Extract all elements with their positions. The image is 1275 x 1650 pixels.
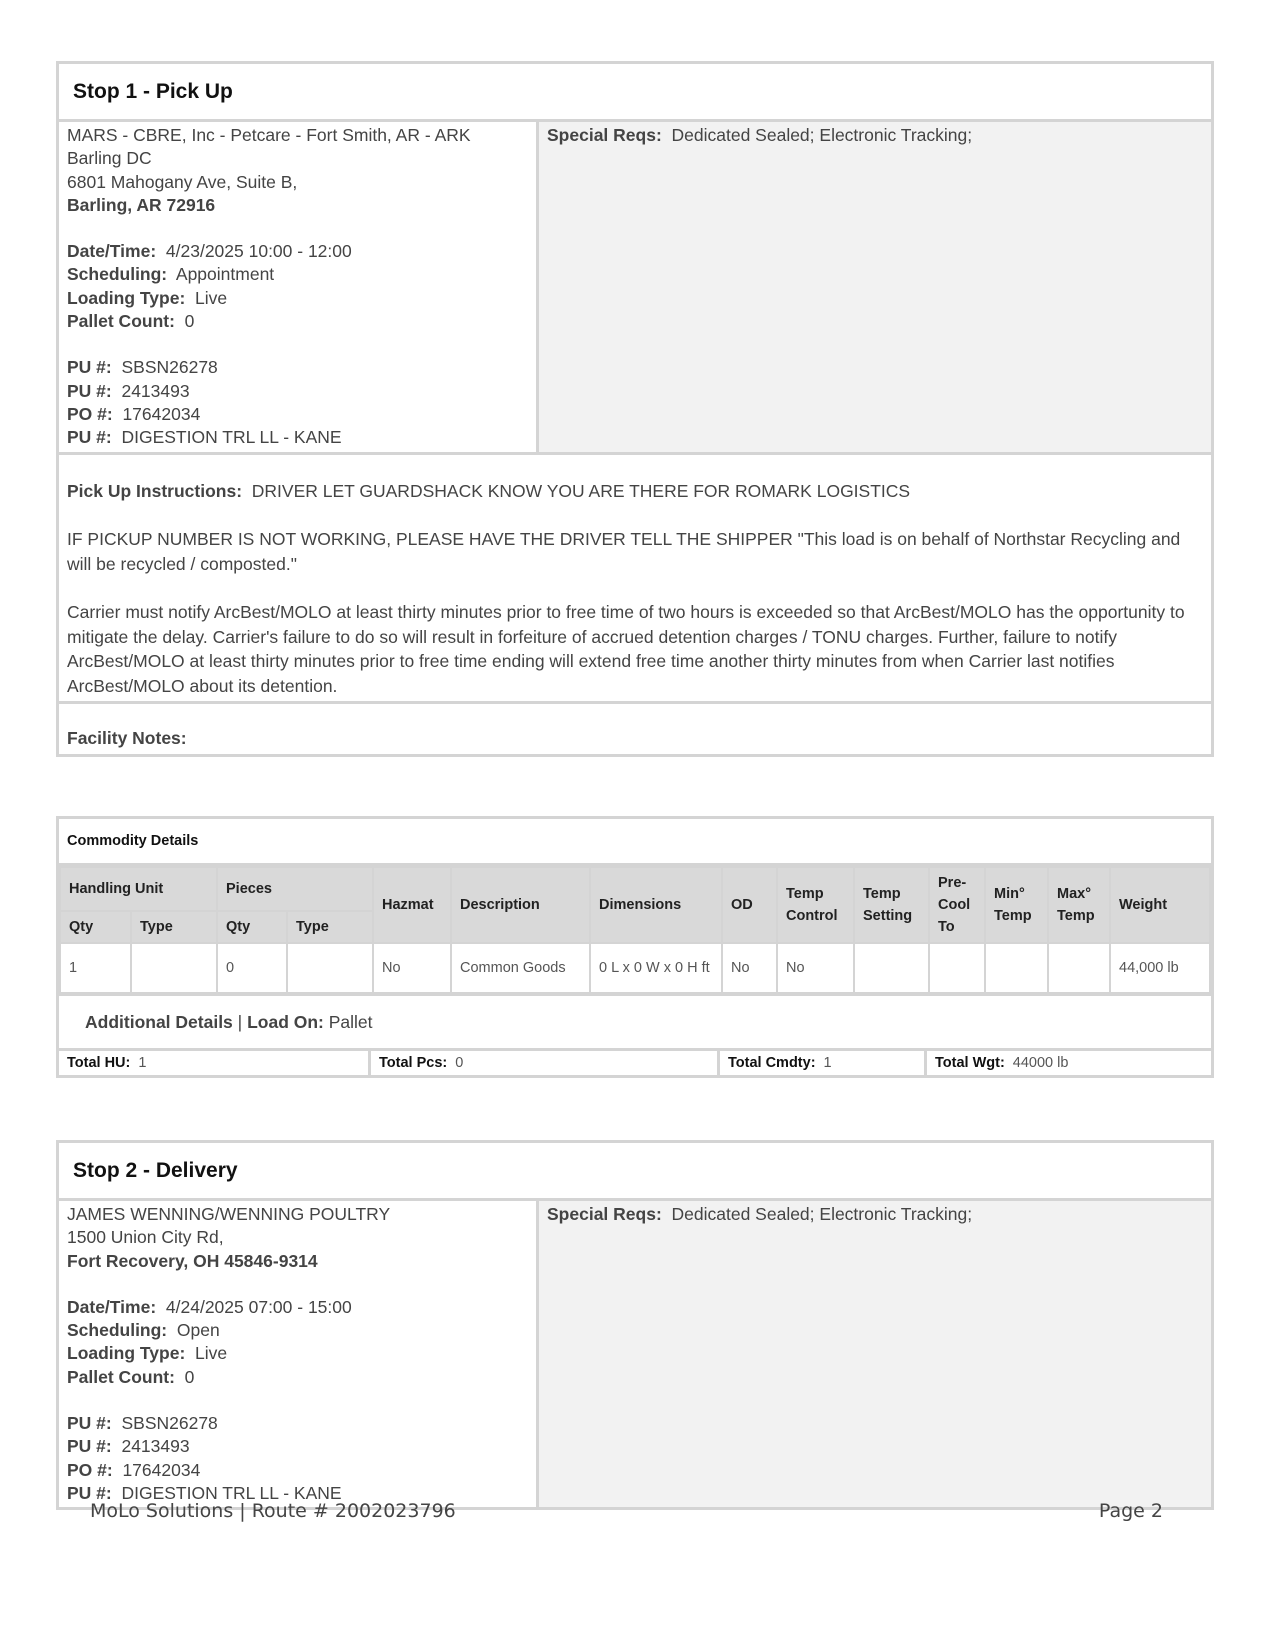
cell-hu-qty: 1 [60, 943, 131, 993]
header-handling-unit: Handling Unit [60, 867, 217, 911]
header-pre-cool: Pre-Cool To [929, 867, 985, 943]
stop2-ref: PU #: 2413493 [67, 1436, 190, 1457]
stop1-address-line: MARS - CBRE, Inc - Petcare - Fort Smith, AR - ARK [67, 125, 471, 145]
cell-temp-setting [854, 943, 929, 993]
commodity-title: Commodity Details [59, 819, 1211, 866]
header-temp-setting: Temp Setting [854, 867, 929, 943]
stop1-address-block [59, 122, 539, 452]
stop1-pallet-count: Pallet Count: 0 [67, 311, 195, 332]
header-hazmat: Hazmat [373, 867, 451, 943]
stop1-special-reqs: Special Reqs: Dedicated Sealed; Electronic Tracking; [539, 122, 1211, 452]
stop1-city-line: Barling, AR 72916 [67, 194, 216, 215]
footer-page-number: Page 2 [1098, 1500, 1163, 1522]
stop1-facility-notes: Facility Notes: [67, 728, 187, 749]
stop1-scheduling: Scheduling: Appointment [67, 264, 275, 285]
total-wgt: Total Wgt: 44000 lb [935, 1055, 1069, 1071]
totals-row [59, 1051, 1211, 1075]
total-cmdty: Total Cmdty: 1 [720, 1051, 927, 1075]
stop2-scheduling: Scheduling: Open [67, 1320, 220, 1341]
cell-temp-control: No [777, 943, 854, 993]
stop1-section [56, 61, 1214, 757]
total-pcs: Total Pcs: 0 [371, 1051, 720, 1075]
header-od: OD [722, 867, 777, 943]
stop1-address-line: Barling DC [67, 148, 152, 169]
stop2-ref: PU #: DIGESTION TRL LL - KANE [67, 1482, 342, 1503]
header-hu-type: Type [131, 911, 217, 943]
header-pieces: Pieces [217, 867, 373, 911]
header-hu-qty: Qty [60, 911, 131, 943]
total-hu: Total HU: 1 [59, 1051, 371, 1075]
stop2-special-reqs: Special Reqs: Dedicated Sealed; Electronic Tracking; [539, 1201, 1211, 1507]
cell-max-temp [1048, 943, 1110, 993]
cell-pcs-qty: 0 [217, 943, 287, 993]
stop2-pallet-count: Pallet Count: 0 [67, 1366, 195, 1387]
cell-hu-type [131, 943, 217, 993]
cell-od: No [722, 943, 777, 993]
stop2-details [59, 1201, 1211, 1507]
header-weight: Weight [1110, 867, 1210, 943]
cell-weight: 44,000 lb [1110, 943, 1210, 993]
stop2-ref: PU #: SBSN26278 [67, 1413, 218, 1434]
stop1-address-line: 6801 Mahogany Ave, Suite B, [67, 171, 298, 192]
header-min-temp: Min° Temp [985, 867, 1048, 943]
cell-pcs-type [287, 943, 373, 993]
table-row [60, 943, 1210, 993]
stop1-ref: PU #: DIGESTION TRL LL - KANE [67, 427, 342, 448]
commodity-section [56, 816, 1214, 1078]
header-temp-control: Temp Control [777, 867, 854, 943]
stop1-datetime: Date/Time: 4/23/2025 10:00 - 12:00 [67, 241, 352, 262]
stop2-datetime: Date/Time: 4/24/2025 07:00 - 15:00 [67, 1296, 352, 1317]
stop1-instructions-p3: Carrier must notify ArcBest/MOLO at least thirty minutes prior to free time of two hours is exceeded so that ArcBest/MOLO has the opportunity to mitigate the delay. Carrier's failure to do so will result in forfeiture of accrued detention charges / TONU charges. Further, failure to notify ArcBest/MOLO at least thirty minutes prior to free time ending will extend free time another thirty minutes from when Carrier last notifies ArcBest/MOLO about its detention. [67, 602, 1185, 696]
stop2-address-line: JAMES WENNING/WENNING POULTRY [67, 1204, 391, 1224]
cell-dimensions: 0 L x 0 W x 0 H ft [590, 943, 722, 993]
stop1-ref: PO #: 17642034 [67, 403, 201, 424]
stop2-title: Stop 2 - Delivery [59, 1143, 1211, 1201]
header-pcs-qty: Qty [217, 911, 287, 943]
stop1-instructions: Pick Up Instructions: DRIVER LET GUARDSHACK KNOW YOU ARE THERE FOR ROMARK LOGISTICS IF PICKUP NUMBER IS NOT WORKING, PLEASE HAVE THE DRIVER TELL THE SHIPPER "This load is on behalf of Northstar Recycling and will be recycled / composted." Carrier must notify ArcBest/MOLO at least thirty minutes prior to free time of two hours is exceeded so that ArcBest/MOLO has the opportunity to mitigate the delay. Carrier's failure to do so will result in forfeiture of accrued detention charges / TONU charges. Further, failure to notify ArcBest/MOLO at least thirty minutes prior to free time ending will extend free time another thirty minutes from when Carrier last notifies ArcBest/MOLO about its detention. [59, 455, 1211, 705]
stop2-city-line: Fort Recovery, OH 45846-9314 [67, 1250, 318, 1271]
cell-min-temp [985, 943, 1048, 993]
header-dimensions: Dimensions [590, 867, 722, 943]
header-max-temp: Max° Temp [1048, 867, 1110, 943]
stop1-loading-type: Loading Type: Live [67, 287, 228, 308]
stop1-details [59, 122, 1211, 455]
header-description: Description [451, 867, 590, 943]
cell-description: Common Goods [451, 943, 590, 993]
header-pcs-type: Type [287, 911, 373, 943]
stop2-ref: PO #: 17642034 [67, 1459, 201, 1480]
cell-pre-cool [929, 943, 985, 993]
stop1-ref: PU #: SBSN26278 [67, 357, 218, 378]
stop1-ref: PU #: 2413493 [67, 380, 190, 401]
stop1-instructions-p2: IF PICKUP NUMBER IS NOT WORKING, PLEASE HAVE THE DRIVER TELL THE SHIPPER "This load is on behalf of Northstar Recycling and will be recycled / composted." [67, 529, 1181, 574]
cell-hazmat: No [373, 943, 451, 993]
stop1-title: Stop 1 - Pick Up [59, 64, 1211, 122]
stop2-address-block [59, 1201, 539, 1507]
stop2-address-line: 1500 Union City Rd, [67, 1227, 224, 1248]
footer-route: MoLo Solutions | Route # 2002023796 [90, 1500, 456, 1522]
commodity-table [59, 866, 1211, 994]
stop2-section [56, 1140, 1214, 1510]
stop2-loading-type: Loading Type: Live [67, 1343, 228, 1364]
additional-details: Additional Details | Load On: Pallet [59, 994, 1211, 1051]
